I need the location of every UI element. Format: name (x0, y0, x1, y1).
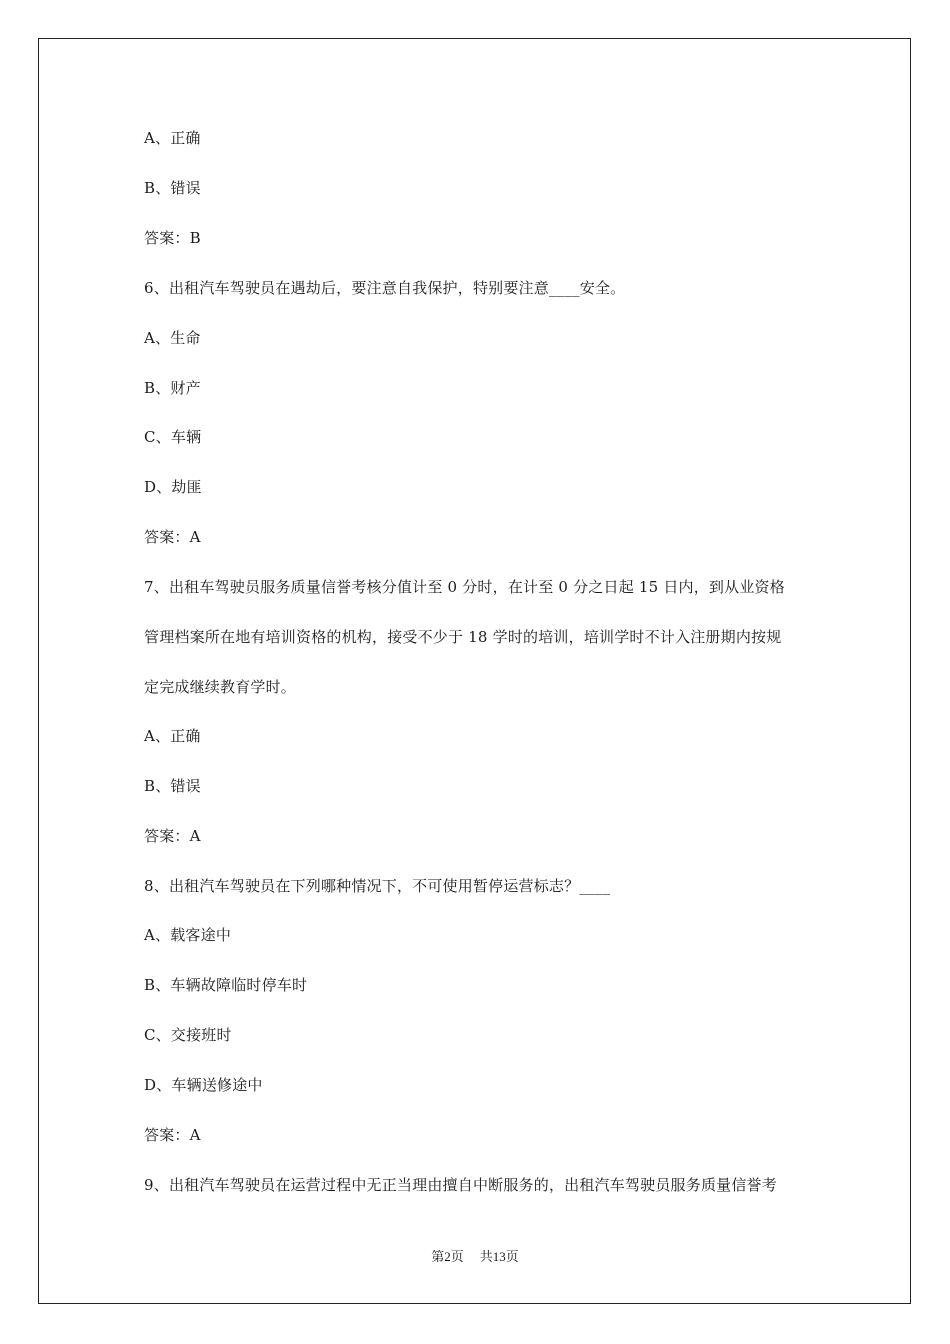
text-line: 答案：A (144, 827, 201, 845)
text-line: C、车辆 (144, 428, 202, 446)
text-line: 定完成继续教育学时。 (144, 678, 297, 696)
text-line: D、劫匪 (144, 478, 202, 496)
text-line: B、财产 (144, 379, 201, 397)
text-line: B、错误 (144, 777, 201, 795)
text-line: C、交接班时 (144, 1026, 232, 1044)
text-line: 答案：A (144, 1126, 201, 1144)
text-line: B、错误 (144, 179, 201, 197)
text-line: 管理档案所在地有培训资格的机构，接受不少于 18 学时的培训，培训学时不计入注册期内按规 (144, 628, 782, 646)
text-line: A、正确 (144, 129, 201, 147)
text-line: 6、出租汽车驾驶员在遇劫后，要注意自我保护，特别要注意____安全。 (144, 279, 626, 297)
text-line: B、车辆故障临时停车时 (144, 976, 308, 994)
text-line: A、正确 (144, 727, 201, 745)
text-line: 答案：B (144, 229, 201, 247)
text-line: D、车辆送修途中 (144, 1076, 263, 1094)
text-line: 7、出租车驾驶员服务质量信誉考核分值计至 0 分时，在计至 0 分之日起 15 日内，到从业资格 (144, 578, 785, 596)
text-line: A、载客途中 (144, 926, 232, 944)
text-line: A、生命 (144, 329, 201, 347)
text-line: 答案：A (144, 528, 201, 546)
page-footer (0, 1248, 950, 1266)
page-total: 共13页 (479, 1249, 519, 1264)
text-line: 9、出租汽车驾驶员在运营过程中无正当理由擅自中断服务的，出租汽车驾驶员服务质量信誉考 (144, 1176, 777, 1194)
page-number: 第2页 (431, 1249, 464, 1264)
text-line: 8、出租汽车驾驶员在下列哪种情况下，不可使用暂停运营标志？____ (144, 877, 611, 895)
